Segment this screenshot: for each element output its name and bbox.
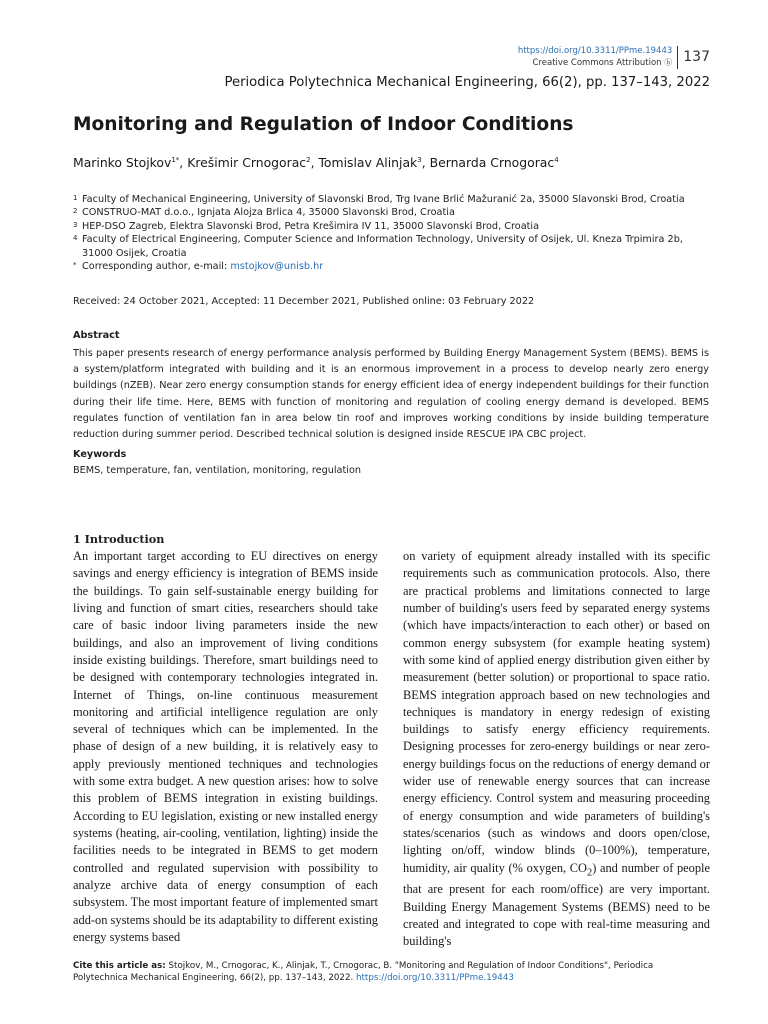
affiliation-item: [73, 233, 713, 260]
keywords-text: BEMS, temperature, fan, ventilation, monitoring, regulation: [73, 465, 362, 476]
section-heading: 1 Introduction: [73, 532, 165, 546]
journal-details: , 66(2), pp. 137–143, 2022: [533, 75, 710, 90]
author-affiliation-mark: 4: [554, 155, 559, 164]
affiliation-mark: 1: [73, 194, 78, 202]
journal-name: Periodica Polytechnica Mechanical Engineering: [224, 75, 534, 90]
body-column-right: [403, 548, 710, 951]
keywords-heading: Keywords: [73, 449, 127, 460]
body-text: on variety of equipment already installed with its specific requirements such as communication protocols. Also, there are practical problems and limitations connected to large number of building's users feed by separated energy systems (which have impacts/interaction to each other) or based on common energy subsystem (for example heating system) with some kind of applied energy distribution given either by measurement (better solution) or proportional to space ratio. BEMS integration approach based on new technologies and techniques is mandatory in energy redesign of existing buildings to satisfy energy efficiency requirements. Designing processes for zero-energy buildings or near zero-energy buildings focus on the reductions of energy demand or wider use of renewable energy sources that can increase energy efficiency. Control system and measuring proceeding of energy consumption and wide parameters of building's states/scenarios (such as windows and doors open/close, lighting on/off, window blinds (0–100%), temperature, humidity, air quality (% oxygen, CO: [403, 549, 710, 875]
affiliation-mark: 4: [73, 234, 78, 243]
doi-link[interactable]: https://doi.org/10.3311/PPme.19443: [517, 46, 673, 56]
affiliation-item: [73, 206, 713, 219]
doi-license-block: [518, 46, 672, 69]
abstract-text: This paper presents research of energy performance analysis performed by Building Energy Management System (BEMS). BEMS is a system/platform integrated with building and it is an enormous improvement in a process to develop nearly zero energy buildings (nZEB). Near zero energy consumption stands for energy efficient idea of energy independent buildings for their function during their life time. Here, BEMS with function of monitoring and regulation of cooling energy demand is developed. BEMS regulates function of ventilation fan in area below tin roof and improves working conditions by inside building temperature reduction during summer period. Described technical solution is designed inside RESCUE IPA CBC project.: [73, 348, 709, 441]
body-text: ) and number of people that are present for each room/office) are very important. Building Energy Management Systems (BEMS) need to be created and integrated to cope with real-time measuring and building's: [403, 860, 711, 949]
author-name: Bernarda Crnogorac: [429, 155, 555, 170]
journal-citation-line: [224, 75, 710, 90]
corresponding-mark: *: [73, 261, 77, 270]
author-separator: ,: [310, 155, 319, 170]
citation-label: Cite this article as:: [73, 961, 166, 971]
affiliation-mark: 3: [73, 220, 78, 229]
author-affiliation-mark: 2: [306, 155, 311, 164]
citation-doi-link[interactable]: https://doi.org/10.3311/PPme.19443: [356, 973, 514, 984]
author-name: Krešimir Crnogorac: [187, 155, 307, 170]
affiliation-mark: 2: [73, 207, 78, 216]
abstract-heading: Abstract: [73, 330, 120, 341]
author-name: Marinko Stojkov: [73, 155, 172, 170]
email-link[interactable]: mstojkov@unisb.hr: [230, 261, 324, 273]
author-affiliation-mark: 1*: [171, 155, 180, 164]
page-header-corner: [518, 46, 710, 69]
paper-title: Monitoring and Regulation of Indoor Conditions: [73, 114, 574, 135]
citation-block: [73, 960, 710, 985]
affiliation-list: [73, 193, 713, 273]
citation-text: Stojkov, M., Crnogorac, K., Alinjak, T., Crnogorac, B. "Monitoring and Regulation of Indoor Conditions", Periodica Polytechnica Mechanical Engineering, 66(2), pp. 137–143, 2022.: [73, 961, 654, 984]
received-dates: Received: 24 October 2021, Accepted: 11 December 2021, Published online: 03 February 2022: [73, 296, 535, 307]
corresponding-label: Corresponding author, e-mail:: [82, 261, 231, 273]
cc-by-icon: ⓑ: [664, 58, 673, 67]
license-text: Creative Commons Attribution: [532, 58, 662, 68]
author-separator: ,: [179, 155, 188, 170]
page-number: 137: [683, 49, 710, 65]
affiliation-text: Faculty of Electrical Engineering, Computer Science and Information Technology, University of Osijek, Ul. Kneza Trpimira 2b, 31000 Osijek, Croatia: [82, 234, 683, 259]
author-separator: ,: [421, 155, 430, 170]
affiliation-text: CONSTRUO-MAT d.o.o., Ignjata Alojza Brlica 4, 35000 Slavonski Brod, Croatia: [82, 207, 455, 219]
author-name: Tomislav Alinjak: [318, 155, 418, 170]
co2-subscript: 2: [587, 867, 593, 879]
license-line: [518, 57, 672, 69]
affiliation-text: Faculty of Mechanical Engineering, University of Slavonski Brod, Trg Ivane Brlić Mažuranić 2a, 35000 Slavonski Brod, Croatia: [82, 194, 685, 205]
author-list: [73, 155, 559, 170]
affiliation-text: HEP-DSO Zagreb, Elektra Slavonski Brod, Petra Krešimira IV 11, 35000 Slavonski Brod, Croatia: [82, 220, 540, 232]
corresponding-author: [73, 260, 713, 273]
affiliation-item: [73, 193, 713, 206]
author-affiliation-mark: 3: [417, 155, 422, 164]
affiliation-item: [73, 220, 713, 233]
body-column-left: An important target according to EU directives on energy savings and energy efficiency is integration of BEMS inside the buildings. To gain self-sustainable energy building for living and function of smart cities, researchers should take care of basic indoor living parameters inside the new buildings, and also an improvement of living conditions inside existing buildings. Therefore, smart buildings need to be designed with contemporary technologies integrated in. Internet of Things, on-line continuous measurement monitoring and artificial intelligence regulation are only several of techniques which can be implemented. In the phase of design of a new building, it is relatively easy to apply previously mentioned techniques and technologies with some extra budget. A new question arises: how to solve this problem of BEMS integration in existing buildings. According to EU legislation, existing or new installed energy systems (heating, air-cooling, ventilation, lighting) inside the facilities needs to be integrated in BEMS to get modern controlled and regulated supervision with possibility to analyze archive data of energy consumption of each subsystem. The most important feature of implemented smart add-on systems should be its adaptability to different existing energy systems based: [73, 549, 378, 944]
